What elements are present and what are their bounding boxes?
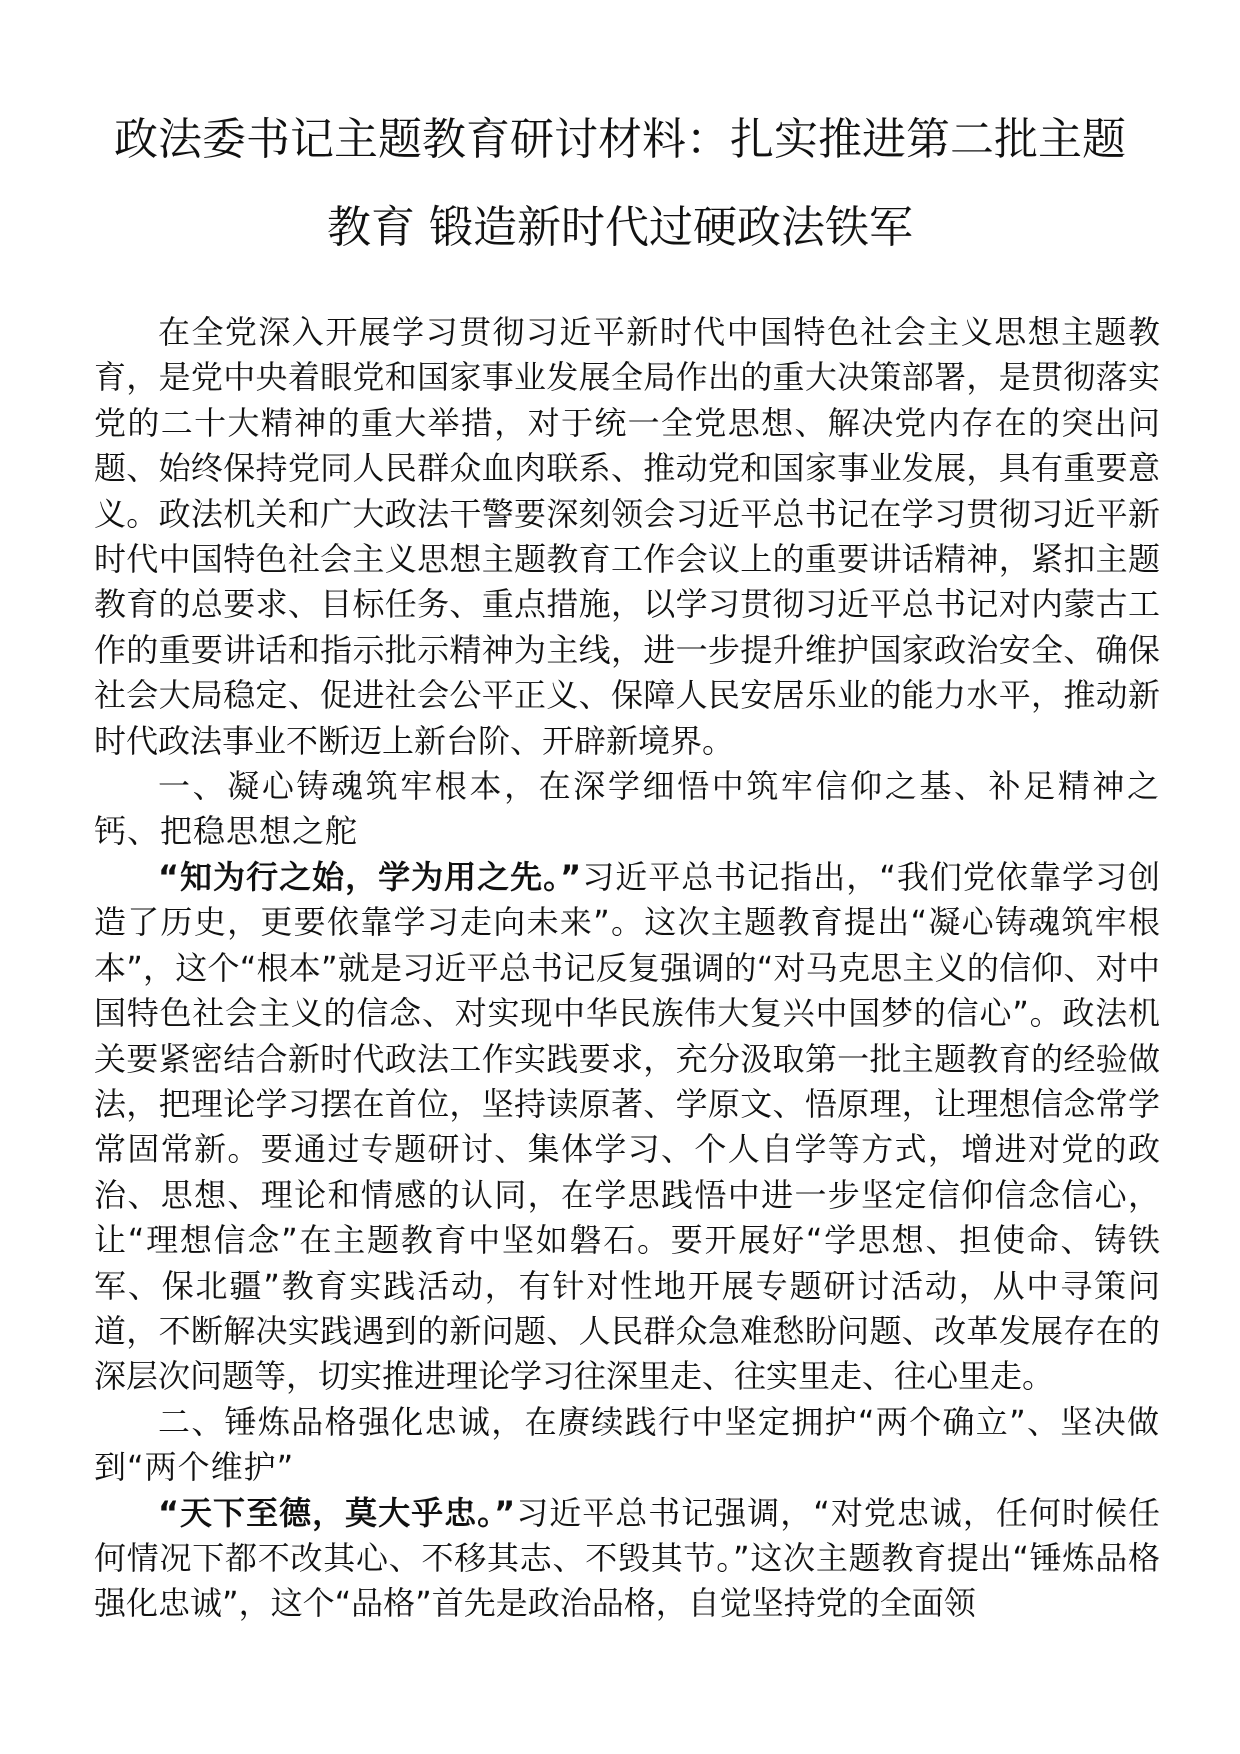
title-line-1: 政法委书记主题教育研讨材料：扎实推进第二批主题	[114, 114, 1126, 165]
document-title	[80, 96, 1160, 272]
section-heading-1: 一、凝心铸魂筑牢根本，在深学细悟中筑牢信仰之基、补足精神之钙、把稳思想之舵	[94, 767, 1160, 851]
section-2-text: 习近平总书记强调，“对党忠诚，任何时候任何情况下都不改其心、不移其志、不毁其节。”这次主题教育提出“锤炼品格强化忠诚”，这个“品格”首先是政治品格，自觉坚持党的全面领	[94, 1493, 1160, 1623]
intro-paragraph: 在全党深入开展学习贯彻习近平新时代中国特色社会主义思想主题教育，是党中央着眼党和国家事业发展全局作出的重大决策部署，是贯彻落实党的二十大精神的重大举措，对于统一全党思想、解决党内存在的突出问题、始终保持党同人民群众血肉联系、推动党和国家事业发展，具有重要意义。政法机关和广大政法干警要深刻领会习近平总书记在学习贯彻习近平新时代中国特色社会主义思想主题教育工作会议上的重要讲话精神，紧扣主题教育的总要求、目标任务、重点措施，以学习贯彻习近平总书记对内蒙古工作的重要讲话和指示批示精神为主线，进一步提升维护国家政治安全、确保社会大局稳定、促进社会公平正义、保障人民安居乐业的能力水平，推动新时代政法事业不断迈上新台阶、开辟新境界。	[94, 313, 1160, 760]
title-line-2: 教育 锻造新时代过硬政法铁军	[327, 202, 913, 253]
document-body	[94, 310, 1160, 1627]
section-heading-2: 二、锤炼品格强化忠诚，在赓续践行中坚定拥护“两个确立”、坚决做到“两个维护”	[94, 1402, 1160, 1487]
section-1-paragraph	[94, 855, 1160, 1400]
section-2-quote: “天下至德，莫大乎忠。”	[158, 1493, 516, 1532]
section-2-paragraph	[94, 1491, 1160, 1627]
section-1-quote: “知为行之始，学为用之先。”	[158, 857, 582, 896]
section-1-text: 习近平总书记指出，“我们党依靠学习创造了历史，更要依靠学习走向未来”。这次主题教育提出“凝心铸魂筑牢根本”，这个“根本”就是习近平总书记反复强调的“对马克思主义的信仰、对中国特色社会主义的信念、对实现中华民族伟大复兴中国梦的信心”。政法机关要紧密结合新时代政法工作实践要求，充分汲取第一批主题教育的经验做法，把理论学习摆在首位，坚持读原著、学原文、悟原理，让理想信念常学常固常新。要通过专题研讨、集体学习、个人自学等方式，增进对党的政治、思想、理论和情感的认同，在学思践悟中进一步坚定信仰信念信心，让“理想信念”在主题教育中坚如磐石。要开展好“学思想、担使命、铸铁军、保北疆”教育实践活动，有针对性地开展专题研讨活动，从中寻策问道，不断解决实践遇到的新问题、人民群众急难愁盼问题、改革发展存在的深层次问题等，切实推进理论学习往深里走、往实里走、往心里走。	[94, 857, 1160, 1396]
